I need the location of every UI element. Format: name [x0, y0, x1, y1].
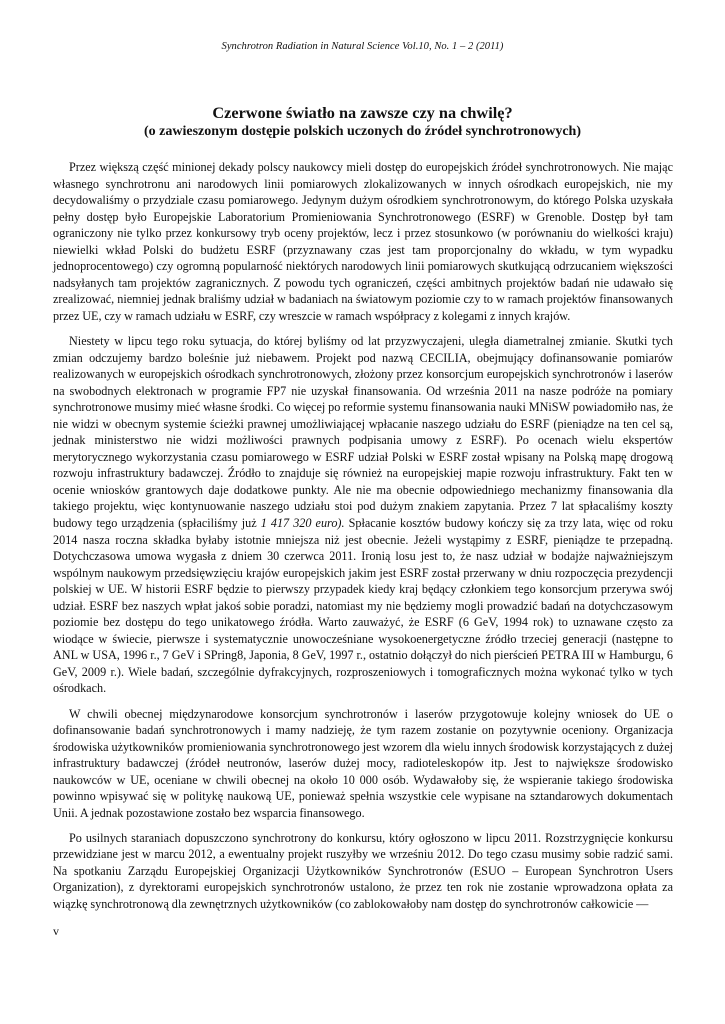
paragraph-2-part-1: Niestety w lipcu tego roku sytuacja, do której byliśmy od lat przyzwyczajeni, uległa diametralnej zmianie. Skutki tych zmian odczujemy bardzo boleśnie już niebawem. Projekt pod nazwą CECILIA, obejmujący dofinansowanie pomiarów realizowanych w europejskich ośrodkach synchrotronowych, złożony przez konsorcjum europejskich synchrotronów i laserów na swobodnych elektronach w programie FP7 nie uzyskał finansowania. Od września 2011 na nasze podróże na pomiary synchrotronowe musimy mieć własne środki. Co więcej po reformie systemu finansowania nauki MNiSW powiadomiło nas, że nie widzi w obecnym systemie ścieżki prawnej umożliwiającej wpłacanie naszego udziału do ESRF (pieniądze na ten cel są, jednak ministerstwo nie widzi możliwości prawnych podpisania umowy z ESRF). Po ocenach wielu ekspertów merytorycznego wykorzystania czasu pomiarowego w ESRF udział Polski w ESRF został wpisany na Polską mapę drogową rozwoju infrastruktury badawczej. Źródło to znajduje się również na europejskiej mapie rozwoju infrastruktury. Fakt ten w ocenie wniosków grantowych daje dodatkowe punkty. Ale nie ma obecnie odpowiedniego mechanizmy finansowania dla takiego projektu, więc kontynuowanie naszego udziału stoi pod dużym znakiem zapytania. Przez 7 lat spłacaliśmy koszty budowy tego urządzenia (spłaciliśmy już [53, 333, 673, 530]
article-subtitle: (o zawieszonym dostępie polskich uczonych do źródeł synchrotronowych) [144, 124, 581, 139]
running-head: Synchrotron Radiation in Natural Science Vol.10, No. 1 – 2 (2011) [221, 41, 504, 52]
paragraph-3: W chwili obecnej międzynarodowe konsorcjum synchrotronów i laserów przygotowuje kolejny wniosek do UE o dofinansowanie badań synchrotronowych i mamy nadzieję, że tym razem zostanie on pozytywnie oceniony. Organizacja środowiska użytkowników promieniowania synchrotronowego jest wzorem dla wielu innych środowisk korzystających z dużej infrastruktury badawczej (źródeł neutronów, laserów dużej mocy, radioteleskopów itp. Jest to największe środowisko naukowców w UE, oceniane w chwili obecnej na około 10 000 osób. Wydawałoby się, że wspieranie takiego środowiska powinno wpisywać się w politykę naukową UE, ponieważ spełnia wszystkie cele wypisane na sztandarowych dokumentach Unii. A jednak pozostawione zostało bez wsparcia finansowego. [53, 706, 673, 820]
article-body [53, 159, 673, 913]
article-title-block [0, 103, 725, 141]
paragraph-2 [53, 333, 673, 697]
page-number: v [53, 924, 59, 938]
paragraph-2-emphasis: 1 417 320 euro). [260, 515, 345, 530]
paragraph-4: Po usilnych staraniach dopuszczono synchrotrony do konkursu, który ogłoszono w lipcu 2011. Rozstrzygnięcie konkursu przewidziane jest w marcu 2012, a ewentualny projekt ruszyłby we wrześniu 2012. Do tego czasu musimy sobie radzić sami. Na spotkaniu Zarządu Europejskiej Organizacji Użytkowników Synchrotronów (ESUO – European Synchrotron Users Organization), z dyrektorami europejskich synchrotronów ustalono, że przez ten rok nie zostanie wprowadzona opłata za wiązkę synchrotronową dla zewnętrznych użytkowników (co zablokowałoby nam dostęp do synchrotronów całkowicie — [53, 830, 673, 912]
paragraph-2-part-2: Spłacanie kosztów budowy kończy się za trzy lata, więc od roku 2014 nasza roczna składka byłaby istotnie mniejsza niż jest obecnie. Jeżeli wystąpimy z ESRF, pieniądze te przepadną. Dotychczasowa umowa wygasła z dniem 30 czerwca 2011. Ironią losu jest to, że nasz udział w bodajże najważniejszym wspólnym naukowym przedsięwzięciu krajów europejskich jakim jest ESRF został przerwany w dniu rozpoczęcia prezydencji polskiej w UE. W historii ESRF będzie to pierwszy przypadek kiedy kraj będący członkiem tego konsorcjum przerywa swój udział. ESRF bez naszych wpłat jakoś sobie poradzi, natomiast my nie będziemy mogli prowadzić badań na dotychczasowym poziomie bez dostępu do tego unikatowego źródła. Warto zauważyć, że ESRF (6 GeV, 1994 rok) to uznawane często za wiodące w świecie, pierwsze i systematycznie unowocześniane wysokoenergetyczne źródło trzeciej generacji (następne to ANL w USA, 1996 r., 7 GeV i SPring8, Japonia, 8 GeV, 1997 r., ostatnio dołączył do nich pierścień PETRA III w Hamburgu, 6 GeV, 2009 r.). Wiele badań, szczególnie dyfrakcyjnych, rozproszeniowych i tomograficznych można wykonać tylko w tych ośrodkach. [53, 515, 673, 696]
paragraph-1: Przez większą część minionej dekady polscy naukowcy mieli dostęp do europejskich źródeł synchrotronowych. Nie mając własnego synchrotronu ani narodowych linii pomiarowych zlokalizowanych w innych ośrodkach europejskich, nie my decydowaliśmy o przydziale czasu pomiarowego. Jedynym dużym ośrodkiem synchrotronowym, do którego Polska uzyskała pełny dostęp było Europejskie Laboratorium Promieniowania Synchrotronowego (ESRF) w Grenoble. Dostęp był tam ograniczony nie tylko przez konkursowy tryb oceny projektów, lecz i przez stosunkowo (w porównaniu do wielkości kraju) niewielki wkład Polski do budżetu ESRF (przyznawany czas jest tam proporcjonalny do wkładu, w tym wypadku jednoprocentowego) czy ogromną popularność niektórych narodowych linii pomiarowych skutkującą odrzucaniem większości nadsyłanych tam projektów zagranicznych. Z powodu tych ograniczeń, części ambitnych projektów badań nie udawało się zrealizować, niemniej jednak braliśmy udział w badaniach na światowym poziomie czy to w ramach projektów finansowanych przez UE, czy w ramach udziału w ESRF, czy wreszcie w ramach współpracy z kolegami z innych krajów. [53, 160, 673, 323]
article-title: Czerwone światło na zawsze czy na chwilę? [212, 103, 513, 122]
